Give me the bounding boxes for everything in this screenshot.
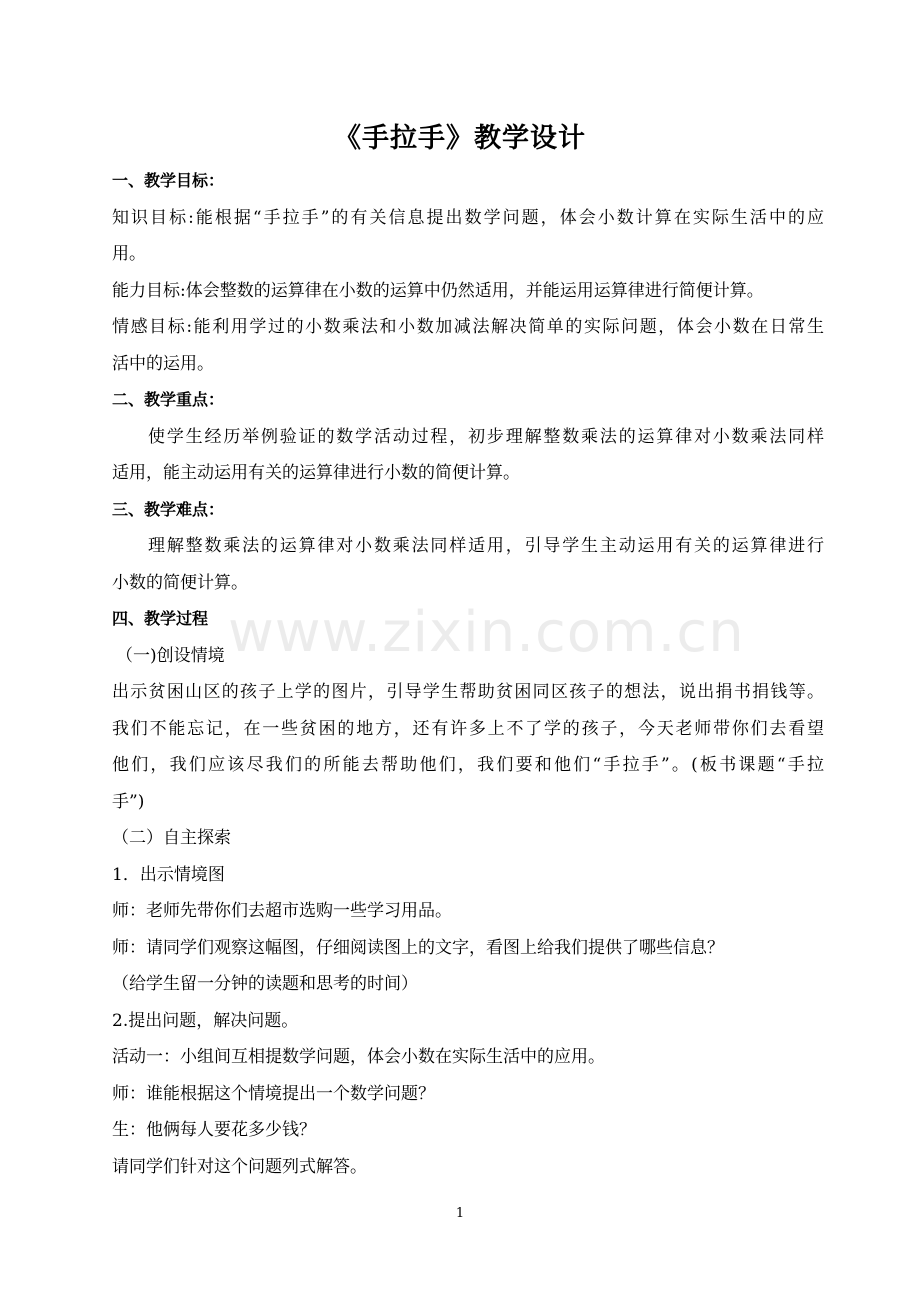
watermark: www.zixin.com.cn bbox=[228, 600, 745, 665]
paragraph-line: 出示贫困山区的孩子上学的图片，引导学生帮助贫困同区孩子的想法，说出捐书捐钱等。 bbox=[112, 682, 824, 702]
paragraph-line: 我们不能忘记，在一些贫困的地方，还有许多上不了学的孩子，今天老师带你们去看望 bbox=[112, 718, 824, 739]
paragraph-line: 2.提出问题，解决问题。 bbox=[112, 1010, 299, 1031]
paragraph-line: 生：他俩每人要花多少钱？ bbox=[112, 1120, 316, 1140]
paragraph-line: 师：老师先带你们去超市选购一些学习用品。 bbox=[112, 901, 452, 921]
paragraph-line: 能力目标:体会整数的运算律在小数的运算中仍然适用，并能运用运算律进行简便计算。 bbox=[112, 280, 764, 301]
paragraph-line: 情感目标:能利用学过的小数乘法和小数加减法解决简单的实际问题，体会小数在日常生 bbox=[112, 317, 824, 337]
subsection-heading: （二）自主探索 bbox=[112, 828, 231, 848]
paragraph-line: 小数的简便计算。 bbox=[112, 572, 248, 593]
paragraph-line: 用。 bbox=[112, 244, 146, 264]
section-heading-objectives: 一、教学目标： bbox=[112, 171, 225, 190]
paragraph-line: 适用，能主动运用有关的运算律进行小数的简便计算。 bbox=[112, 463, 520, 483]
paragraph-line: 师：请同学们观察这幅图，仔细阅读图上的文字，看图上给我们提供了哪些信息？ bbox=[112, 937, 724, 958]
paragraph-line: 理解整数乘法的运算律对小数乘法同样适用，引导学生主动运用有关的运算律进行 bbox=[148, 536, 824, 556]
paragraph-line: 师：谁能根据这个情境提出一个数学问题？ bbox=[112, 1083, 435, 1104]
paragraph-line: 他们，我们应该尽我们的所能去帮助他们，我们要和他们“手拉手”。(板书课题“手拉 bbox=[112, 755, 824, 775]
page-title: 《手拉手》教学设计 bbox=[334, 123, 586, 154]
paragraph-line: （给学生留一分钟的读题和思考的时间） bbox=[112, 974, 418, 994]
paragraph-line: 手”) bbox=[112, 791, 145, 812]
paragraph-line: 活动一：小组间互相提数学问题，体会小数在实际生活中的应用。 bbox=[112, 1047, 605, 1067]
paragraph-line: 使学生经历举例验证的数学活动过程，初步理解整数乘法的运算律对小数乘法同样 bbox=[148, 426, 824, 447]
paragraph-line: 请同学们针对这个问题列式解答。 bbox=[112, 1156, 367, 1177]
page-number: 1 bbox=[455, 1206, 465, 1221]
document-body bbox=[112, 163, 824, 1185]
paragraph-line: 1．出示情境图 bbox=[112, 864, 225, 885]
paragraph-line: 活中的运用。 bbox=[112, 353, 214, 374]
section-heading-difficulties: 三、教学难点： bbox=[112, 499, 225, 519]
subsection-heading: （一)创设情境 bbox=[116, 645, 225, 666]
section-heading-key-points: 二、教学重点： bbox=[112, 390, 225, 409]
section-heading-process: 四、教学过程 bbox=[112, 609, 209, 628]
paragraph-line: 知识目标:能根据“手拉手”的有关信息提出数学问题，体会小数计算在实际生活中的应 bbox=[112, 207, 824, 228]
